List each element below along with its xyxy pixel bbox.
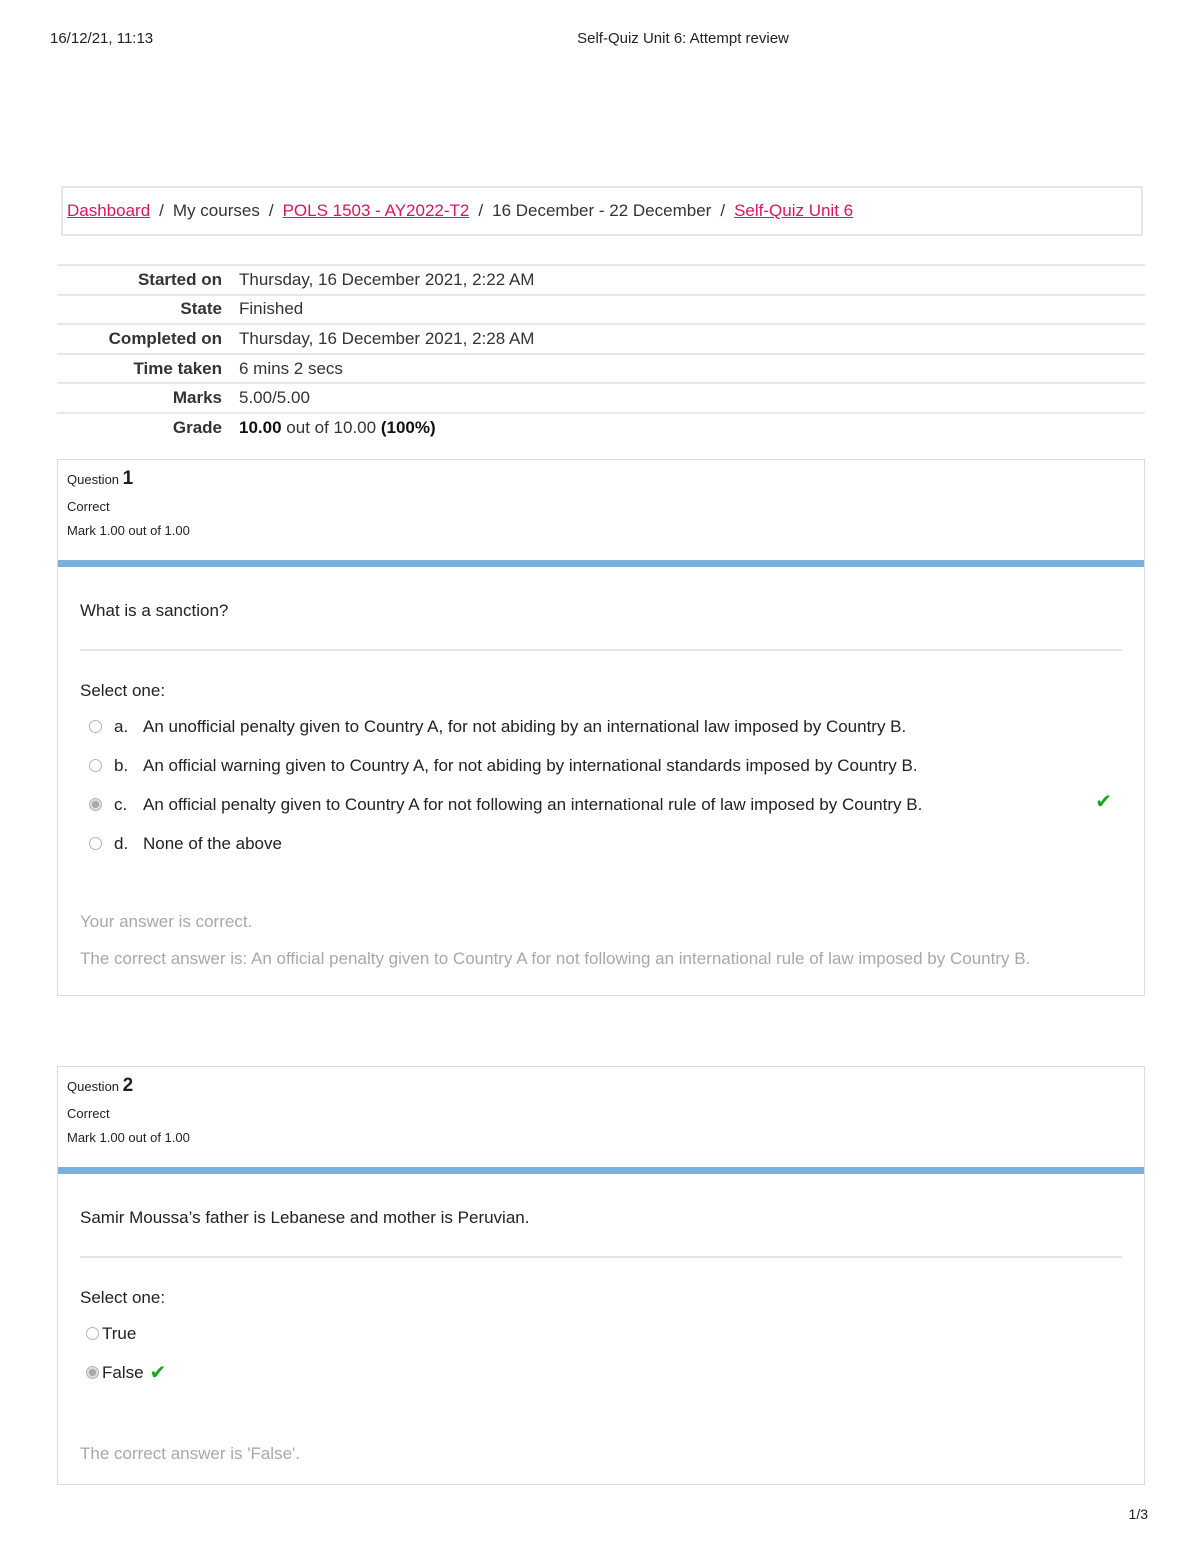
answer-option-false[interactable]	[80, 1353, 1122, 1392]
radio-button-selected[interactable]	[89, 798, 102, 811]
question-feedback	[58, 889, 1144, 1008]
breadcrumb-separator: /	[720, 201, 726, 220]
answer-option-b[interactable]	[80, 746, 1122, 785]
option-text: True	[102, 1323, 137, 1343]
question-number	[67, 1075, 1135, 1097]
question-status: Correct	[67, 499, 110, 514]
answer-options	[80, 707, 1122, 863]
summary-label: Started on	[137, 269, 222, 289]
breadcrumb-separator: /	[159, 201, 164, 220]
radio-button[interactable]	[89, 759, 102, 772]
breadcrumb	[61, 186, 1143, 236]
grade-score: 10.00	[239, 418, 282, 438]
question-content	[58, 1167, 1144, 1421]
breadcrumb-separator: /	[478, 201, 484, 220]
breadcrumb-separator: /	[268, 201, 274, 220]
question-text: Samir Moussa’s father is Lebanese and mother is Peruvian.	[80, 1174, 1122, 1258]
option-letter: b.	[114, 755, 129, 775]
summary-row-completed	[57, 324, 1145, 354]
check-icon: ✔	[149, 1362, 167, 1384]
option-text: An official penalty given to Country A for not following an international rule of law imposed by Country B.	[143, 794, 923, 814]
question-number	[67, 468, 1135, 490]
question-number-value: 1	[122, 468, 134, 489]
radio-button-selected[interactable]	[86, 1366, 99, 1379]
summary-row-marks	[57, 383, 1145, 413]
question-status: Correct	[67, 1106, 110, 1121]
radio-button[interactable]	[89, 720, 102, 733]
check-icon: ✔	[1095, 791, 1112, 813]
summary-label: Time taken	[133, 358, 222, 378]
answer-option-true[interactable]	[80, 1314, 1122, 1353]
feedback-right-answer: The correct answer is: An official penalty given to Country A for not following an international rule of law imposed by Country B.	[80, 949, 1031, 968]
summary-value: 5.00/5.00	[239, 388, 310, 408]
summary-label: Grade	[172, 418, 222, 438]
option-text: None of the above	[143, 833, 282, 853]
question-mark: Mark 1.00 out of 1.00	[67, 1130, 190, 1145]
summary-value: Thursday, 16 December 2021, 2:28 AM	[239, 328, 535, 348]
question-mark: Mark 1.00 out of 1.00	[67, 523, 190, 538]
summary-row-started	[57, 265, 1145, 295]
option-letter: a.	[114, 716, 129, 736]
question-text: What is a sanction?	[80, 567, 1122, 651]
radio-button[interactable]	[86, 1327, 99, 1340]
grade-rest: out of 10.00	[286, 418, 377, 438]
question-number-value: 2	[122, 1075, 134, 1096]
page-number: 1/3	[1128, 1506, 1148, 1522]
breadcrumb-week: 16 December - 22 December	[492, 201, 712, 220]
select-one-prompt: Select one:	[80, 1288, 166, 1307]
question-1	[57, 459, 1145, 996]
option-text: False	[102, 1362, 144, 1382]
summary-value: 6 mins 2 secs	[239, 358, 343, 378]
question-label: Question	[67, 472, 120, 487]
question-label: Question	[67, 1079, 120, 1094]
option-text: An unofficial penalty given to Country A, for not abiding by an international law imposed by Country B.	[143, 716, 907, 736]
grade-percent: (100%)	[380, 418, 436, 438]
summary-label: Marks	[172, 388, 222, 408]
summary-row-state	[57, 295, 1145, 325]
answer-option-a[interactable]	[80, 707, 1122, 746]
print-date: 16/12/21, 11:13	[50, 30, 154, 47]
answer-option-d[interactable]	[80, 824, 1122, 863]
summary-row-grade	[57, 413, 1145, 443]
attempt-summary-table	[57, 264, 1145, 443]
question-content	[58, 560, 1144, 889]
summary-label: Completed on	[108, 328, 222, 348]
radio-button[interactable]	[89, 837, 102, 850]
answer-options	[80, 1314, 1122, 1392]
summary-label: State	[180, 299, 222, 319]
breadcrumb-dashboard-link[interactable]: Dashboard	[67, 201, 151, 220]
question-info	[58, 1067, 1144, 1167]
summary-row-time	[57, 354, 1145, 384]
breadcrumb-my-courses: My courses	[172, 201, 260, 220]
question-2	[57, 1066, 1145, 1485]
select-one-prompt: Select one:	[80, 681, 166, 700]
feedback-correct: Your answer is correct.	[80, 912, 253, 931]
breadcrumb-quiz-link[interactable]: Self-Quiz Unit 6	[734, 201, 854, 220]
summary-value: Thursday, 16 December 2021, 2:22 AM	[239, 269, 535, 289]
option-text: An official warning given to Country A, for not abiding by international standards imposed by Country B.	[143, 755, 918, 775]
question-feedback	[58, 1421, 1144, 1503]
option-letter: d.	[114, 833, 129, 853]
print-title: Self-Quiz Unit 6: Attempt review	[577, 30, 789, 47]
breadcrumb-course-link[interactable]: POLS 1503 - AY2022-T2	[282, 201, 470, 220]
summary-value: Finished	[239, 299, 304, 319]
question-info	[58, 460, 1144, 560]
option-letter: c.	[114, 794, 128, 814]
answer-option-c[interactable]	[80, 785, 1122, 824]
feedback-right-answer: The correct answer is 'False'.	[80, 1444, 301, 1463]
summary-value	[239, 413, 1145, 443]
